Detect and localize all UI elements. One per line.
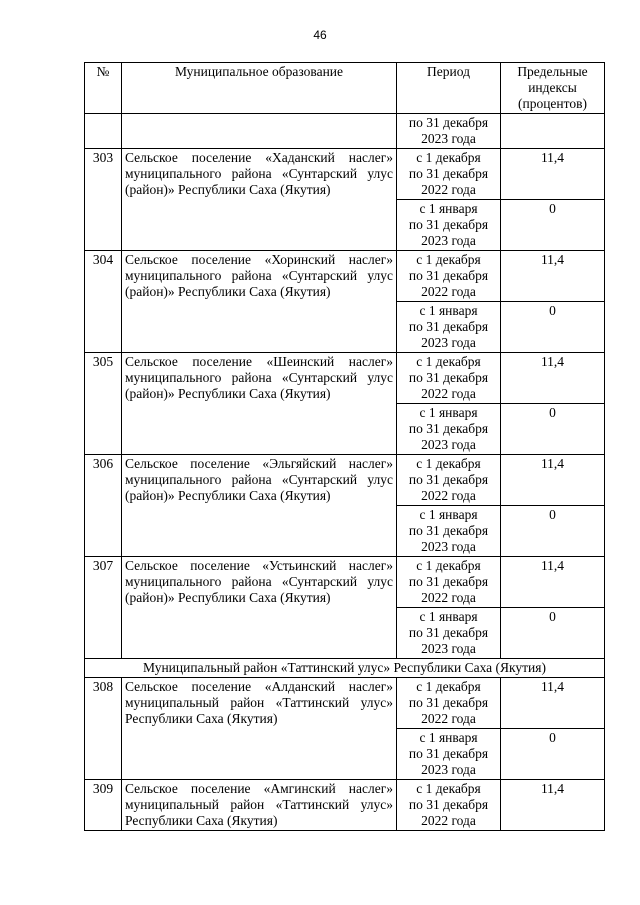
- row-number: 304: [85, 251, 122, 353]
- period-line: по 31 декабря: [408, 217, 489, 232]
- table-row: [85, 353, 605, 404]
- row-number: 306: [85, 455, 122, 557]
- period-line: 2022 года: [421, 284, 476, 299]
- period-line: по 31 декабря: [408, 370, 489, 385]
- period-cell: [397, 608, 501, 659]
- period-line: по 31 декабря: [408, 523, 489, 538]
- table-row: [85, 455, 605, 506]
- period-line: с 1 декабря: [416, 456, 481, 471]
- period-line: 2023 года: [421, 335, 476, 350]
- period-cell: [397, 200, 501, 251]
- period-line: с 1 декабря: [416, 150, 481, 165]
- table-row: [85, 780, 605, 831]
- period-line: по 31 декабря: [408, 797, 489, 812]
- period-cell: [397, 353, 501, 404]
- table-row: [85, 557, 605, 608]
- period-cell: [397, 557, 501, 608]
- continuation-num: [85, 114, 122, 149]
- period-line: по 31 декабря: [408, 421, 489, 436]
- period-line: с 1 декабря: [416, 354, 481, 369]
- period-line: 2023 года: [421, 762, 476, 777]
- period-line: с 1 января: [419, 303, 478, 318]
- municipality-name: Сельское поселение «Амгинский наслег» муниципальный район «Таттинский улус» Республики Саха (Якутия): [122, 780, 397, 831]
- period-line: 2023 года: [421, 233, 476, 248]
- period-line: по 31 декабря: [408, 166, 489, 181]
- index-value: 11,4: [501, 780, 605, 831]
- continuation-index: [501, 114, 605, 149]
- period-cell: [397, 404, 501, 455]
- period-line: 2022 года: [421, 813, 476, 828]
- municipality-name: Сельское поселение «Хаданский наслег» муниципального района «Сунтарский улус (район)» Республики Саха (Якутия): [122, 149, 397, 251]
- index-value: 0: [501, 729, 605, 780]
- period-line: по 31 декабря: [408, 746, 489, 761]
- period-line: по 31 декабря: [408, 472, 489, 487]
- index-value: 11,4: [501, 678, 605, 729]
- index-value: 0: [501, 404, 605, 455]
- period-line: с 1 декабря: [416, 781, 481, 796]
- period-line: с 1 января: [419, 405, 478, 420]
- index-value: 11,4: [501, 557, 605, 608]
- table-row: [85, 149, 605, 200]
- index-value: 11,4: [501, 149, 605, 200]
- header-period: Период: [397, 63, 501, 114]
- index-value: 0: [501, 302, 605, 353]
- index-value: 0: [501, 200, 605, 251]
- continuation-name: [122, 114, 397, 149]
- period-line: 2022 года: [421, 386, 476, 401]
- section-heading: Муниципальный район «Таттинский улус» Республики Саха (Якутия): [85, 659, 605, 678]
- row-number: 308: [85, 678, 122, 780]
- period-line: с 1 января: [419, 201, 478, 216]
- period-line: 2022 года: [421, 488, 476, 503]
- continuation-period: по 31 декабря 2023 года: [397, 114, 501, 149]
- period-line: по 31 декабря: [408, 319, 489, 334]
- page-number: 46: [313, 28, 327, 42]
- row-number: 309: [85, 780, 122, 831]
- index-value: 0: [501, 506, 605, 557]
- period-line: 2023 года: [421, 539, 476, 554]
- period-cell: [397, 780, 501, 831]
- period-line: 2023 года: [421, 641, 476, 656]
- period-line: 2022 года: [421, 711, 476, 726]
- period-line: по 31 декабря: [408, 574, 489, 589]
- table-body: [85, 114, 605, 831]
- period-line: с 1 января: [419, 609, 478, 624]
- municipality-name: Сельское поселение «Эльгяйский наслег» муниципального района «Сунтарский улус (район)» Республики Саха (Якутия): [122, 455, 397, 557]
- period-line: 2022 года: [421, 182, 476, 197]
- municipality-name: Сельское поселение «Шеинский наслег» муниципального района «Сунтарский улус (район)» Республики Саха (Якутия): [122, 353, 397, 455]
- municipality-name: Сельское поселение «Алданский наслег» муниципальный район «Таттинский улус» Республики Саха (Якутия): [122, 678, 397, 780]
- period-line: 2023 года: [421, 437, 476, 452]
- period-cell: [397, 729, 501, 780]
- section-row: [85, 659, 605, 678]
- continuation-row: [85, 114, 605, 149]
- header-index: Предельные индексы (процентов): [501, 63, 605, 114]
- municipality-name: Сельское поселение «Хоринский наслег» муниципального района «Сунтарский улус (район)» Республики Саха (Якутия): [122, 251, 397, 353]
- period-line: с 1 декабря: [416, 558, 481, 573]
- period-line: с 1 января: [419, 730, 478, 745]
- row-number: 303: [85, 149, 122, 251]
- period-cell: [397, 251, 501, 302]
- row-number: 307: [85, 557, 122, 659]
- period-cell: [397, 302, 501, 353]
- index-value: 11,4: [501, 455, 605, 506]
- row-number: 305: [85, 353, 122, 455]
- period-line: с 1 декабря: [416, 679, 481, 694]
- table-header-row: [85, 63, 605, 114]
- header-municipality: Муниципальное образование: [122, 63, 397, 114]
- period-line: по 31 декабря: [408, 625, 489, 640]
- period-line: с 1 января: [419, 507, 478, 522]
- municipality-name: Сельское поселение «Устьинский наслег» муниципального района «Сунтарский улус (район)» Республики Саха (Якутия): [122, 557, 397, 659]
- index-value: 11,4: [501, 251, 605, 302]
- period-cell: [397, 678, 501, 729]
- period-cell: [397, 506, 501, 557]
- tariff-index-table: [84, 62, 605, 831]
- index-value: 11,4: [501, 353, 605, 404]
- period-line: по 31 декабря: [408, 695, 489, 710]
- table-row: [85, 251, 605, 302]
- period-cell: [397, 149, 501, 200]
- period-line: по 31 декабря: [408, 268, 489, 283]
- header-num: №: [85, 63, 122, 114]
- table-row: [85, 678, 605, 729]
- period-cell: [397, 455, 501, 506]
- period-line: с 1 декабря: [416, 252, 481, 267]
- period-line: 2022 года: [421, 590, 476, 605]
- index-value: 0: [501, 608, 605, 659]
